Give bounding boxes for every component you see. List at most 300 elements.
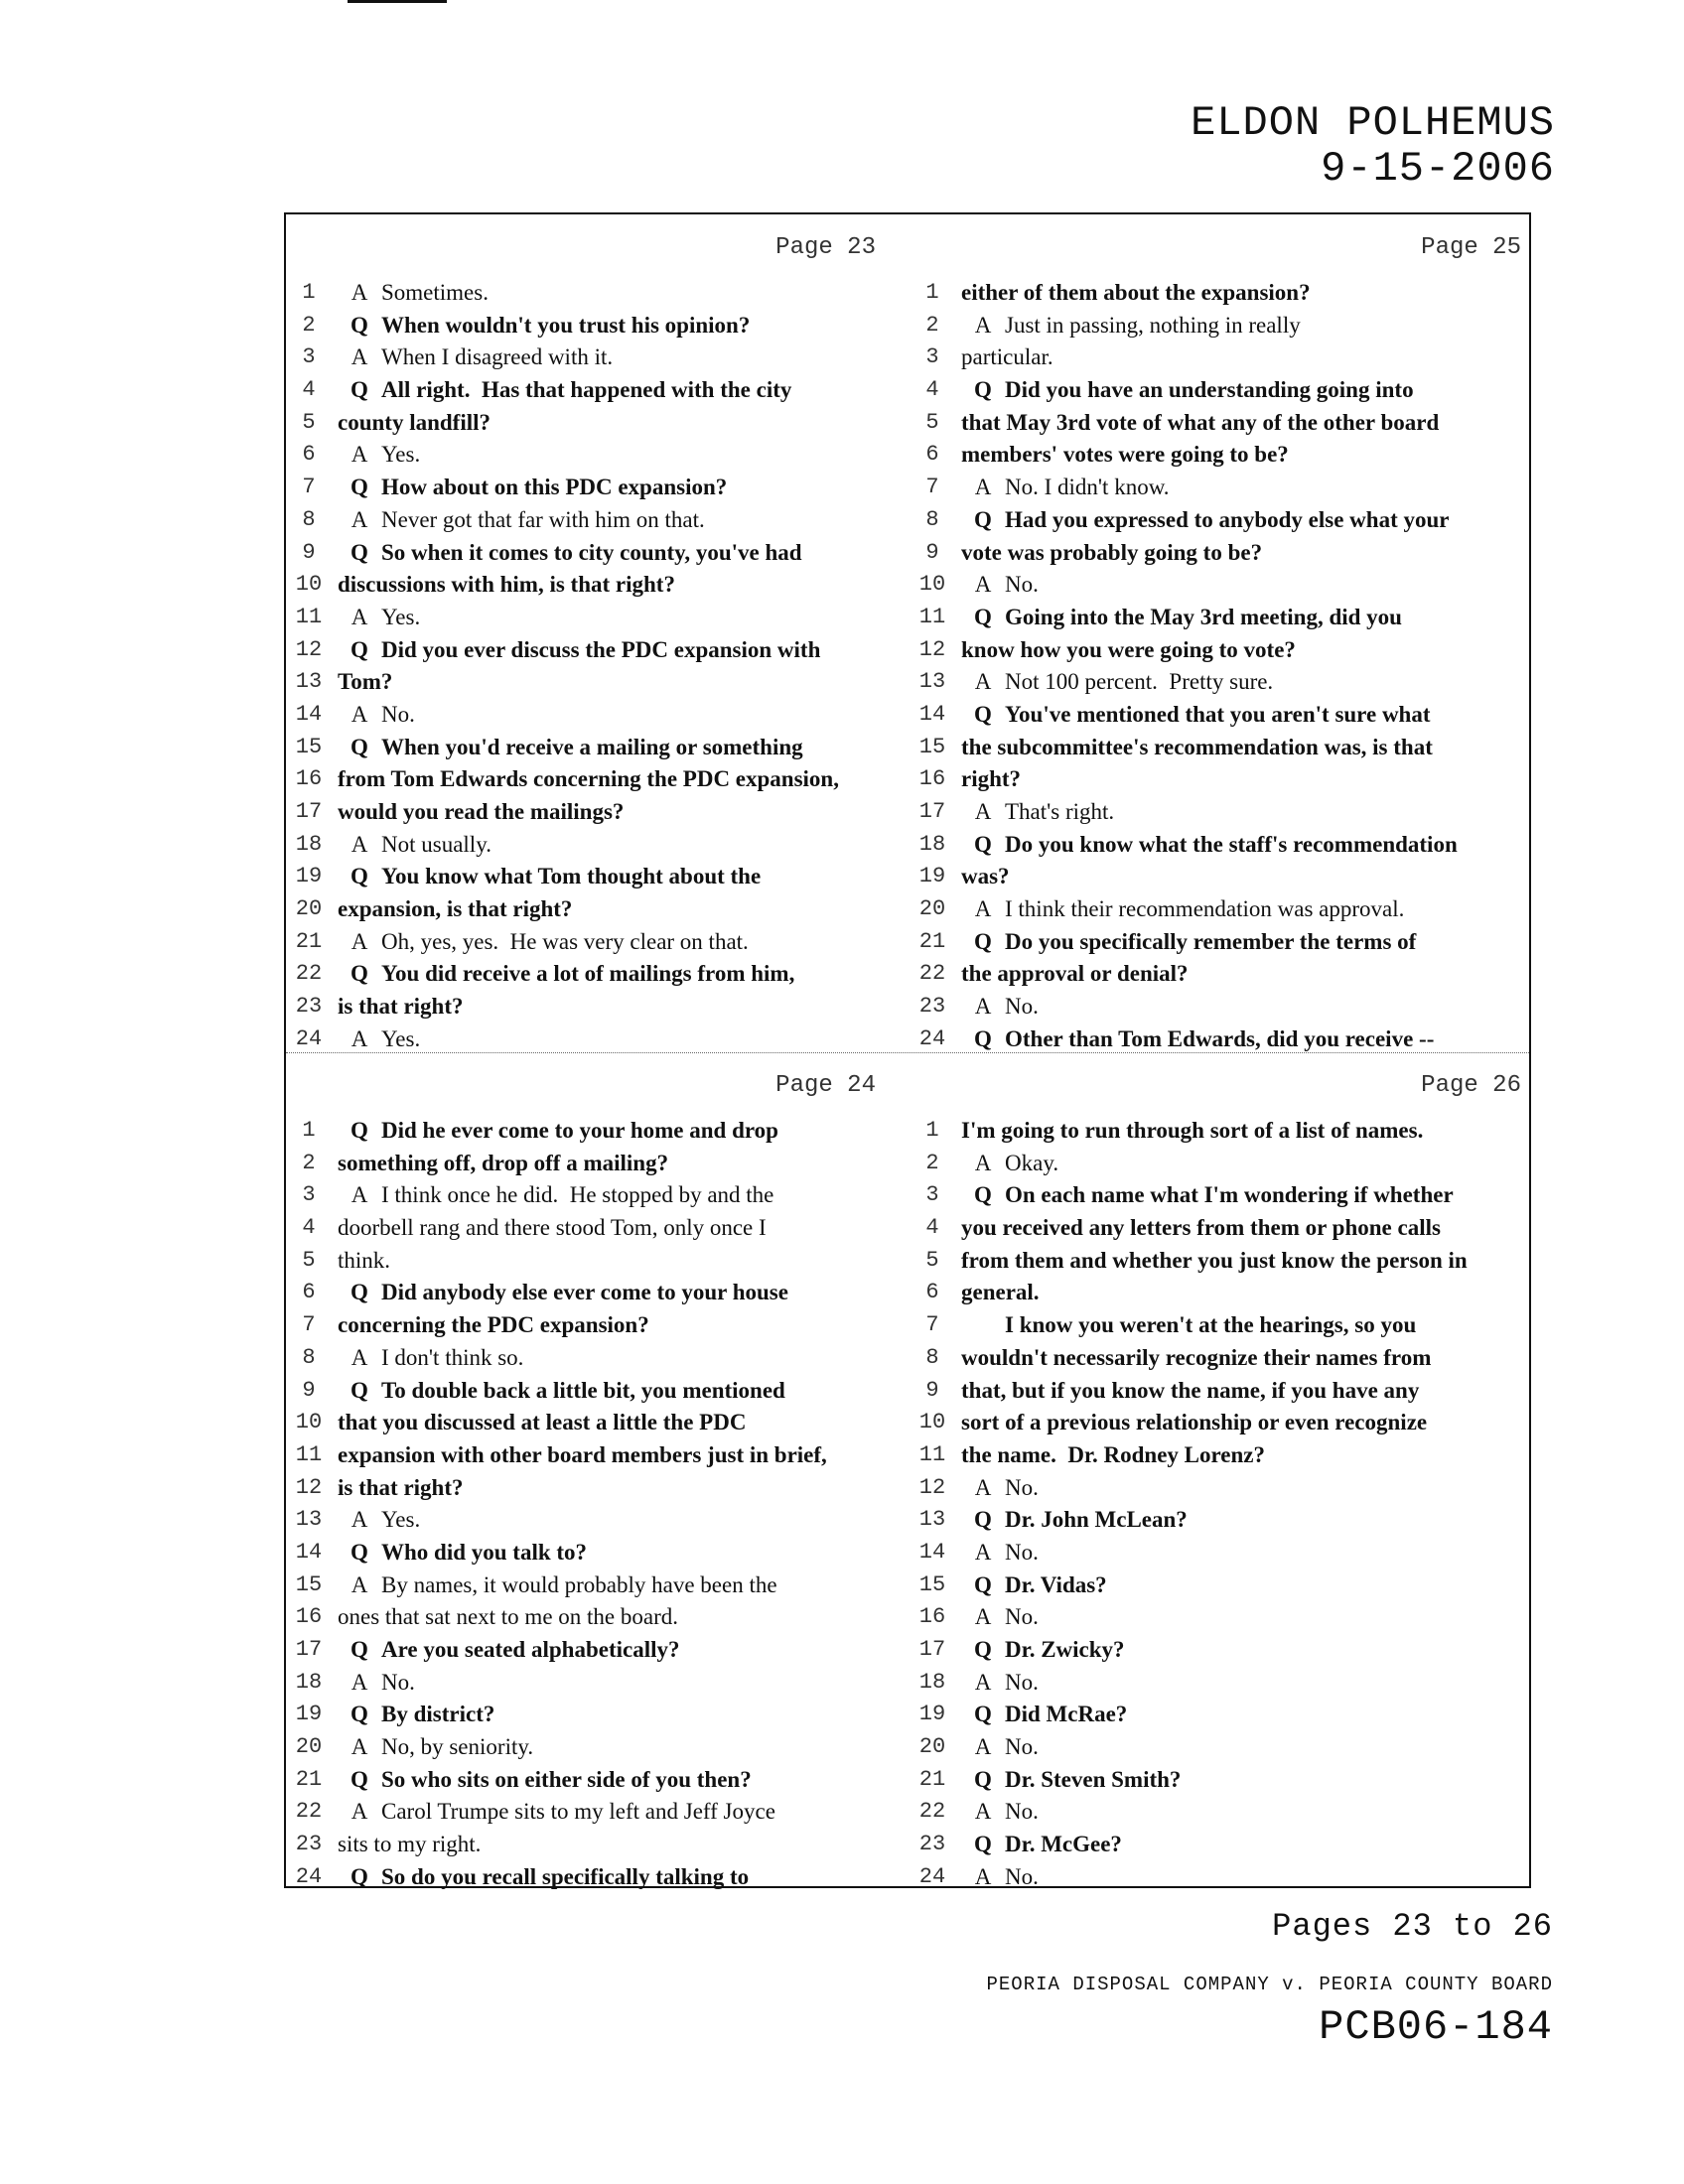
question-marker: Q <box>351 1377 368 1403</box>
line-content <box>338 1280 788 1305</box>
line-content <box>338 1864 749 1890</box>
line-text: How about on this PDC expansion? <box>381 475 728 500</box>
transcript-line <box>910 1023 1533 1055</box>
line-text: Did he ever come to your home and drop <box>381 1118 778 1143</box>
line-text: the subcommittee's recommendation was, is that <box>961 734 1433 759</box>
line-text: wouldn't necessarily recognize their names from <box>961 1344 1432 1370</box>
transcript-line <box>286 1763 910 1796</box>
question-marker: Q <box>974 1182 992 1208</box>
line-content <box>961 377 1414 403</box>
question-marker: Q <box>351 1118 368 1143</box>
transcript-line <box>286 925 910 958</box>
line-number: 21 <box>918 1766 946 1792</box>
transcript-line <box>910 1795 1533 1828</box>
line-content <box>338 864 761 889</box>
line-text: that you discussed at least a little the PDC <box>338 1410 747 1435</box>
line-text: from Tom Edwards concerning the PDC expansion, <box>338 766 839 792</box>
line-content <box>338 442 420 468</box>
line-number: 3 <box>302 344 316 370</box>
answer-marker: A <box>974 1539 992 1565</box>
line-content <box>961 1312 1416 1338</box>
line-content <box>338 1702 494 1727</box>
transcript-line <box>286 698 910 731</box>
line-text: expansion, is that right? <box>338 896 573 922</box>
line-content <box>961 1799 1039 1825</box>
line-number: 23 <box>295 994 323 1020</box>
line-content <box>338 507 705 533</box>
transcript-line <box>910 1600 1533 1633</box>
transcript-line <box>910 990 1533 1023</box>
answer-marker: A <box>974 799 992 824</box>
line-text: Not usually. <box>381 831 491 857</box>
line-number: 2 <box>302 312 316 338</box>
line-text: No, by seniority. <box>381 1734 534 1760</box>
line-content <box>338 1734 533 1760</box>
line-text: discussions with him, is that right? <box>338 572 675 598</box>
line-content <box>961 572 1039 598</box>
line-content <box>961 1151 1058 1176</box>
line-number: 19 <box>918 1702 946 1727</box>
transcript-line <box>286 1244 910 1277</box>
line-content <box>961 1507 1188 1533</box>
line-content <box>338 280 489 306</box>
line-content <box>338 1507 420 1533</box>
answer-marker: A <box>351 701 368 727</box>
line-text: vote was probably going to be? <box>961 539 1263 565</box>
transcript-line <box>910 860 1533 892</box>
question-marker: Q <box>974 377 992 403</box>
answer-marker: A <box>974 1604 992 1630</box>
transcript-line <box>286 828 910 861</box>
line-content <box>961 1670 1039 1696</box>
line-content <box>961 929 1416 955</box>
transcript-page <box>910 1052 1533 1890</box>
line-number: 9 <box>302 1377 316 1403</box>
transcript-line <box>286 373 910 406</box>
line-number: 6 <box>302 1280 316 1305</box>
line-content <box>961 1702 1127 1727</box>
line-number: 11 <box>918 1441 946 1467</box>
transcript-line <box>910 1860 1533 1893</box>
line-number: 15 <box>918 734 946 759</box>
line-number: 13 <box>918 1507 946 1533</box>
transcript-lines <box>910 276 1533 1055</box>
line-content <box>338 1410 746 1435</box>
line-text: think. <box>338 1247 391 1273</box>
line-text: Tom? <box>338 669 393 695</box>
question-marker: Q <box>351 1863 368 1889</box>
line-text: Just in passing, nothing in really <box>1005 312 1301 338</box>
line-text: right? <box>961 766 1022 792</box>
line-content <box>961 1604 1039 1630</box>
line-text: from them and whether you just know the person in <box>961 1247 1468 1273</box>
question-marker: Q <box>351 312 368 338</box>
line-text: No. I didn't know. <box>1005 475 1170 500</box>
transcript-line <box>910 892 1533 925</box>
answer-marker: A <box>351 1025 368 1051</box>
line-number: 16 <box>918 766 946 792</box>
case-number: PCB06-184 <box>1319 2003 1553 2051</box>
line-number: 18 <box>918 1669 946 1695</box>
line-content <box>961 507 1449 533</box>
line-text: Do you know what the staff's recommendation <box>1005 831 1458 857</box>
line-text: county landfill? <box>338 409 491 435</box>
line-text: particular. <box>961 344 1053 370</box>
question-marker: Q <box>351 1702 368 1727</box>
line-content <box>961 344 1053 370</box>
line-text: On each name what I'm wondering if whether <box>1005 1182 1454 1208</box>
line-number: 7 <box>302 475 316 500</box>
answer-marker: A <box>974 572 992 598</box>
line-content <box>961 1637 1125 1663</box>
line-number: 4 <box>925 1215 939 1241</box>
line-number: 20 <box>295 896 323 922</box>
line-content <box>338 1767 752 1793</box>
transcript-line <box>286 1536 910 1569</box>
line-content <box>338 344 613 370</box>
line-text: No. <box>1005 1863 1039 1889</box>
answer-marker: A <box>974 994 992 1020</box>
transcript-line <box>910 309 1533 341</box>
transcript-line <box>910 1438 1533 1471</box>
line-number: 3 <box>925 344 939 370</box>
transcript-line <box>910 1698 1533 1730</box>
transcript-line <box>286 1600 910 1633</box>
line-text: You've mentioned that you aren't sure what <box>1005 701 1431 727</box>
line-text: Oh, yes, yes. He was very clear on that. <box>381 928 749 954</box>
transcript-line <box>286 341 910 373</box>
line-number: 17 <box>918 799 946 824</box>
line-content <box>338 832 491 858</box>
answer-marker: A <box>974 1863 992 1889</box>
transcript-line <box>910 471 1533 503</box>
line-number: 8 <box>925 506 939 532</box>
line-number: 14 <box>918 1539 946 1565</box>
page-number-label: Page 24 <box>775 1072 876 1099</box>
answer-marker: A <box>351 1669 368 1695</box>
line-text: the approval or denial? <box>961 961 1189 987</box>
line-number: 19 <box>295 864 323 889</box>
transcript-line <box>286 731 910 763</box>
line-number: 15 <box>295 734 323 759</box>
line-content <box>338 766 839 792</box>
line-number: 5 <box>302 1247 316 1273</box>
line-number: 6 <box>925 442 939 468</box>
transcript-line <box>910 1374 1533 1407</box>
transcript-line <box>910 1730 1533 1763</box>
transcript-line <box>910 1569 1533 1601</box>
line-text: You know what Tom thought about the <box>381 864 762 889</box>
question-marker: Q <box>351 1280 368 1305</box>
line-number: 2 <box>925 1150 939 1175</box>
line-content <box>961 1026 1434 1052</box>
transcript-line <box>286 633 910 666</box>
line-number: 1 <box>925 1118 939 1143</box>
transcript-page <box>286 214 910 1052</box>
transcript-frame <box>284 212 1531 1888</box>
line-text: general. <box>961 1280 1040 1305</box>
line-text: Going into the May 3rd meeting, did you <box>1005 604 1402 629</box>
line-number: 3 <box>925 1182 939 1208</box>
line-text: Yes. <box>381 1025 421 1051</box>
transcript-line <box>910 1276 1533 1308</box>
line-content <box>338 1378 785 1404</box>
line-content <box>338 669 392 695</box>
line-text: expansion with other board members just in brief, <box>338 1441 827 1467</box>
line-text: ones that sat next to me on the board. <box>338 1604 679 1630</box>
answer-marker: A <box>351 1344 368 1370</box>
transcript-line <box>286 1828 910 1860</box>
line-number: 14 <box>295 701 323 727</box>
answer-marker: A <box>351 280 368 305</box>
line-text: I think once he did. He stopped by and the <box>381 1182 774 1208</box>
line-text: you received any letters from them or phone calls <box>961 1215 1441 1241</box>
answer-marker: A <box>974 669 992 695</box>
answer-marker: A <box>974 1734 992 1760</box>
question-marker: Q <box>974 928 992 954</box>
line-content <box>338 1215 767 1241</box>
line-number: 23 <box>918 994 946 1020</box>
transcript-line <box>910 1114 1533 1147</box>
answer-marker: A <box>974 896 992 922</box>
transcript-line <box>910 503 1533 536</box>
line-text: When wouldn't you trust his opinion? <box>381 312 751 338</box>
line-text: is that right? <box>338 994 464 1020</box>
line-number: 13 <box>295 669 323 695</box>
line-content <box>961 735 1433 760</box>
transcript-line <box>286 1698 910 1730</box>
line-text: Dr. Vidas? <box>1005 1571 1107 1597</box>
line-text: Who did you talk to? <box>381 1539 588 1565</box>
page-number-label: Page 26 <box>1421 1072 1521 1099</box>
line-content <box>338 929 749 955</box>
transcript-line <box>910 828 1533 861</box>
page-number-label: Page 25 <box>1421 234 1521 261</box>
line-content <box>961 1864 1039 1890</box>
answer-marker: A <box>974 475 992 500</box>
question-marker: Q <box>351 636 368 662</box>
line-text: Yes. <box>381 1507 421 1533</box>
answer-marker: A <box>351 442 368 468</box>
deposition-date: 9-15-2006 <box>1321 145 1555 193</box>
transcript-line <box>910 341 1533 373</box>
line-content <box>961 1540 1039 1566</box>
line-number: 1 <box>925 280 939 305</box>
line-text: No. <box>1005 1799 1039 1825</box>
line-text: doorbell rang and there stood Tom, only once I <box>338 1215 767 1241</box>
line-content <box>961 1215 1441 1241</box>
line-text: concerning the PDC expansion? <box>338 1312 649 1338</box>
transcript-line <box>286 1178 910 1211</box>
line-number: 12 <box>918 1474 946 1500</box>
line-number: 24 <box>295 1025 323 1051</box>
transcript-line <box>286 1633 910 1666</box>
transcript-line <box>286 1795 910 1828</box>
line-text: either of them about the expansion? <box>961 280 1311 305</box>
line-content <box>961 994 1039 1020</box>
line-content <box>338 799 624 825</box>
page-number-label: Page 23 <box>775 234 876 261</box>
line-number: 16 <box>918 1604 946 1630</box>
transcript-line <box>286 957 910 990</box>
line-text: I don't think so. <box>381 1344 524 1370</box>
line-content <box>961 832 1458 858</box>
line-text: I think their recommendation was approval. <box>1005 896 1405 922</box>
line-content <box>338 961 794 987</box>
line-content <box>961 475 1170 500</box>
line-number: 11 <box>295 604 323 629</box>
answer-marker: A <box>351 1734 368 1760</box>
transcript-line <box>286 1569 910 1601</box>
line-content <box>338 702 415 728</box>
line-content <box>961 896 1404 922</box>
line-number: 3 <box>302 1182 316 1208</box>
transcript-line <box>286 762 910 795</box>
line-content <box>961 442 1289 468</box>
line-content <box>961 1280 1040 1305</box>
line-content <box>338 1442 827 1468</box>
line-number: 11 <box>295 1441 323 1467</box>
line-text: sort of a previous relationship or even recognize <box>961 1410 1428 1435</box>
line-content <box>338 1799 775 1825</box>
line-text: something off, drop off a mailing? <box>338 1150 669 1175</box>
answer-marker: A <box>351 604 368 629</box>
line-content <box>961 1248 1468 1274</box>
line-number: 20 <box>295 1734 323 1760</box>
line-number: 2 <box>302 1150 316 1175</box>
line-number: 12 <box>295 1474 323 1500</box>
line-number: 9 <box>925 1377 939 1403</box>
line-text: Other than Tom Edwards, did you receive -- <box>1005 1025 1435 1051</box>
line-number: 15 <box>295 1571 323 1597</box>
question-marker: Q <box>974 701 992 727</box>
transcript-line <box>910 1828 1533 1860</box>
line-text: Did you ever discuss the PDC expansion with <box>381 636 821 662</box>
line-number: 20 <box>918 1734 946 1760</box>
line-text: By district? <box>381 1702 495 1727</box>
line-text: When I disagreed with it. <box>381 344 614 370</box>
transcript-line <box>910 568 1533 601</box>
line-number: 19 <box>918 864 946 889</box>
line-number: 7 <box>925 1312 939 1338</box>
line-text: So when it comes to city county, you've had <box>381 539 802 565</box>
line-content <box>961 605 1402 630</box>
transcript-line <box>286 503 910 536</box>
answer-marker: A <box>974 1799 992 1825</box>
line-number: 4 <box>925 377 939 403</box>
line-text: No. <box>1005 572 1039 598</box>
transcript-line <box>286 1147 910 1179</box>
line-text: No. <box>381 1669 415 1695</box>
line-text: Had you expressed to anybody else what your <box>1005 506 1450 532</box>
line-text: Are you seated alphabetically? <box>381 1637 680 1662</box>
line-text: No. <box>1005 1604 1039 1630</box>
line-content <box>961 1832 1122 1857</box>
line-text: Did you have an understanding going into <box>1005 377 1414 403</box>
transcript-line <box>910 1308 1533 1341</box>
line-text: would you read the mailings? <box>338 799 625 824</box>
line-number: 17 <box>295 1637 323 1662</box>
transcript-line <box>286 1406 910 1438</box>
line-number: 1 <box>302 280 316 305</box>
line-number: 20 <box>918 896 946 922</box>
line-text: Never got that far with him on that. <box>381 506 705 532</box>
line-text: By names, it would probably have been the <box>381 1571 777 1597</box>
transcript-line <box>910 276 1533 309</box>
line-number: 21 <box>918 928 946 954</box>
transcript-line <box>910 1666 1533 1699</box>
line-content <box>338 605 420 630</box>
transcript-line <box>910 373 1533 406</box>
answer-marker: A <box>351 1799 368 1825</box>
line-number: 4 <box>302 377 316 403</box>
transcript-line <box>910 1178 1533 1211</box>
answer-marker: A <box>351 1571 368 1597</box>
line-content <box>961 766 1021 792</box>
question-marker: Q <box>974 604 992 629</box>
line-content <box>961 1572 1107 1598</box>
line-number: 6 <box>302 442 316 468</box>
transcript-line <box>286 1023 910 1055</box>
line-content <box>961 961 1189 987</box>
transcript-line <box>910 1471 1533 1504</box>
line-text: You did receive a lot of mailings from him, <box>381 961 795 987</box>
line-text: No. <box>1005 994 1039 1020</box>
line-content <box>961 702 1431 728</box>
line-text: So do you recall specifically talking to <box>381 1863 750 1889</box>
answer-marker: A <box>974 312 992 338</box>
transcript-line <box>910 698 1533 731</box>
line-number: 21 <box>295 928 323 954</box>
line-content <box>338 735 803 760</box>
question-marker: Q <box>974 1702 992 1727</box>
transcript-line <box>910 1406 1533 1438</box>
line-number: 11 <box>918 604 946 629</box>
line-content <box>338 1572 777 1598</box>
top-edge-rule <box>348 0 447 3</box>
transcript-line <box>910 1341 1533 1374</box>
line-number: 14 <box>295 1539 323 1565</box>
transcript-line <box>910 1633 1533 1666</box>
transcript-line <box>910 633 1533 666</box>
line-number: 10 <box>918 572 946 598</box>
answer-marker: A <box>351 928 368 954</box>
line-content <box>961 410 1439 436</box>
line-text: That's right. <box>1005 799 1115 824</box>
line-number: 23 <box>295 1832 323 1857</box>
page-range: Pages 23 to 26 <box>1272 1908 1553 1945</box>
line-content <box>961 313 1301 339</box>
line-number: 13 <box>295 1507 323 1533</box>
transcript-line <box>910 1503 1533 1536</box>
line-content <box>961 1182 1454 1208</box>
transcript-page <box>286 1052 910 1890</box>
line-content <box>338 1182 773 1208</box>
line-number: 12 <box>918 636 946 662</box>
line-number: 22 <box>295 1799 323 1825</box>
transcript-line <box>286 438 910 471</box>
line-content <box>961 1410 1427 1435</box>
line-number: 24 <box>918 1025 946 1051</box>
transcript-line <box>286 860 910 892</box>
question-marker: Q <box>351 377 368 403</box>
line-content <box>338 994 464 1020</box>
line-number: 5 <box>925 409 939 435</box>
transcript-line <box>286 1341 910 1374</box>
line-content <box>338 1312 649 1338</box>
transcript-line <box>286 892 910 925</box>
transcript-line <box>910 665 1533 698</box>
